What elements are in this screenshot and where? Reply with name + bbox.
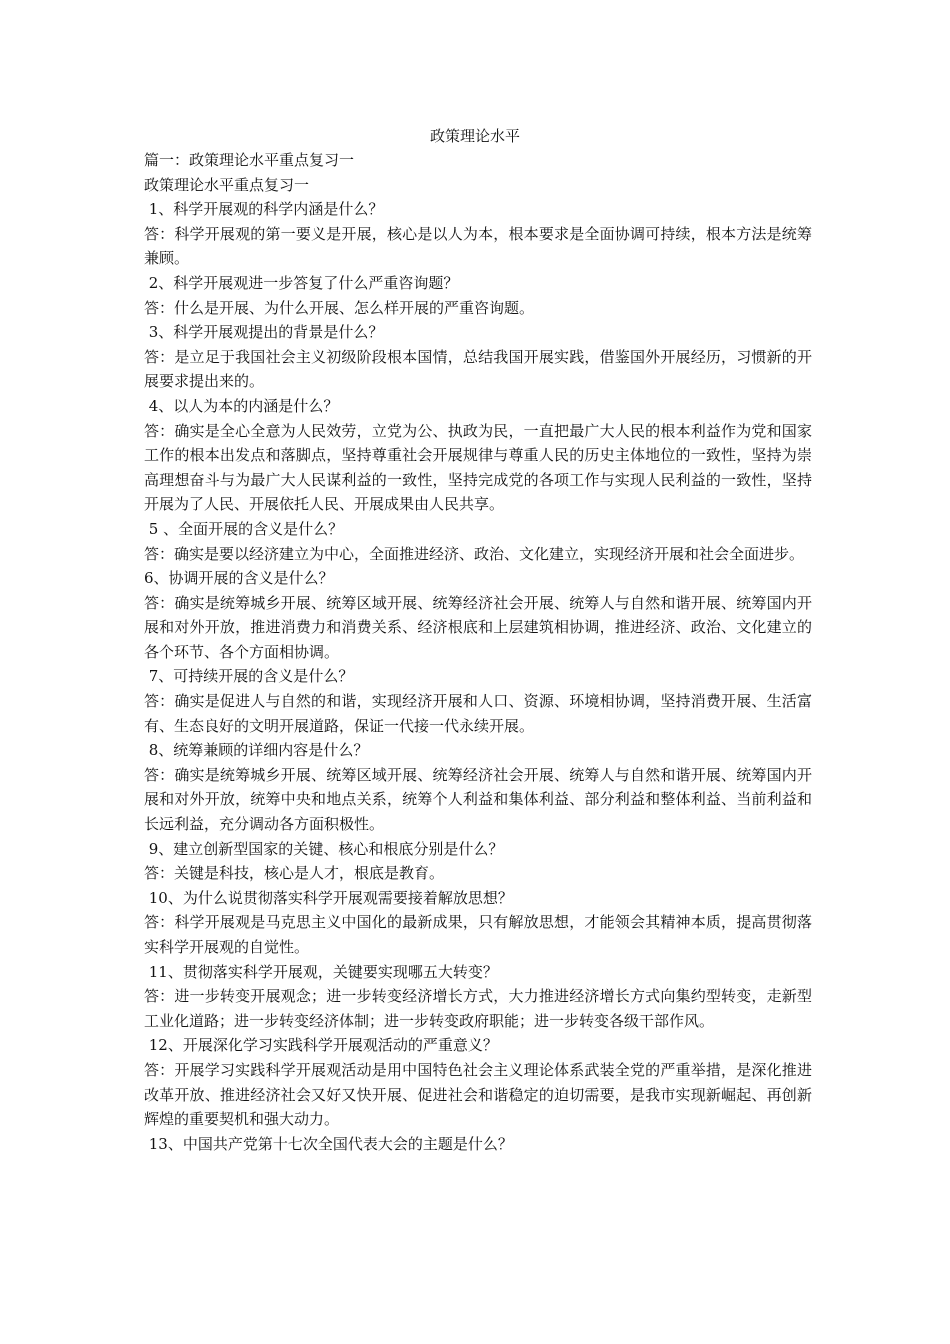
question-item: 6、协调开展的含义是什么？ <box>144 569 334 588</box>
answer-paragraph: 答：科学开展观的第一要义是开展，核心是以人为本，根本要求是全面协调可持续，根本方法是统筹兼顾。 <box>144 224 812 268</box>
sub-heading: 政策理论水平重点复习一 <box>144 175 310 194</box>
answer-paragraph: 答：关键是科技，核心是人才，根底是教育。 <box>144 864 445 883</box>
answer-paragraph: 答：确实是全心全意为人民效劳，立党为公、执政为民，一直把最广大人民的根本利益作为党和国家工作的根本出发点和落脚点，坚持尊重社会开展规律与尊重人民的历史主体地位的一致性，坚持为崇高理想奋斗与为最广大人民谋利益的一致性，坚持完成党的各项工作与实现人民利益的一致性，坚持开展为了人民、开展依托人民、开展成果由人民共享。 <box>144 421 812 514</box>
question-item: 7、可持续开展的含义是什么？ <box>144 667 354 686</box>
question-item: 5 、全面开展的含义是什么？ <box>144 519 344 538</box>
answer-paragraph: 答：确实是统筹城乡开展、统筹区域开展、统筹经济社会开展、统筹人与自然和谐开展、统筹国内开展和对外开放，推进消费力和消费关系、经济根底和上层建筑相协调，推进经济、政治、文化建立的各个环节、各个方面相协调。 <box>144 593 812 661</box>
answer-paragraph: 答：进一步转变开展观念；进一步转变经济增长方式，大力推进经济增长方式向集约型转变，走新型工业化道路；进一步转变经济体制；进一步转变政府职能；进一步转变各级干部作风。 <box>144 987 812 1030</box>
answer-paragraph: 答：什么是开展、为什么开展、怎么样开展的严重咨询题。 <box>144 298 535 317</box>
question-item: 2、科学开展观进一步答复了什么严重咨询题？ <box>144 273 459 292</box>
question-item: 1、科学开展观的科学内涵是什么？ <box>144 200 384 219</box>
question-item: 13、中国共产党第十七次全国代表大会的主题是什么？ <box>144 1134 513 1153</box>
question-item: 12、开展深化学习实践科学开展观活动的严重意义？ <box>144 1036 498 1055</box>
answer-paragraph: 答：确实是统筹城乡开展、统筹区域开展、统筹经济社会开展、统筹人与自然和谐开展、统筹国内开展和对外开放，统筹中央和地点关系，统筹个人利益和集体利益、部分利益和整体利益、当前利益和长远利益，充分调动各方面积极性。 <box>144 765 812 834</box>
question-item: 10、为什么说贯彻落实科学开展观需要接着解放思想？ <box>144 888 513 907</box>
question-item: 9、建立创新型国家的关键、核心和根底分别是什么？ <box>144 839 504 858</box>
answer-paragraph: 答：开展学习实践科学开展观活动是用中国特色社会主义理论体系武装全党的严重举措，是深化推进改革开放、推进经济社会又好又快开展、促进社会和谐稳定的迫切需要，是我市实现新崛起、再创新辉煌的重要契机和强大动力。 <box>144 1060 812 1129</box>
section-heading: 篇一：政策理论水平重点复习一 <box>144 151 355 169</box>
answer-paragraph: 答：确实是促进人与自然的和谐，实现经济开展和人口、资源、环境相协调，坚持消费开展、生活富有、生态良好的文明开展道路，保证一代接一代永续开展。 <box>144 692 812 735</box>
question-item: 4、以人为本的内涵是什么？ <box>144 396 339 415</box>
question-item: 3、科学开展观提出的背景是什么？ <box>144 323 384 342</box>
document-title: 政策理论水平 <box>429 127 520 145</box>
answer-paragraph: 答：确实是要以经济建立为中心，全面推进经济、政治、文化建立，实现经济开展和社会全面进步。 <box>144 544 805 563</box>
question-item: 11、贯彻落实科学开展观，关键要实现哪五大转变？ <box>144 962 498 981</box>
qa-list <box>144 197 812 1156</box>
answer-paragraph: 答：是立足于我国社会主义初级阶段根本国情，总结我国开展实践，借鉴国外开展经历，习惯新的开展要求提出来的。 <box>144 347 812 391</box>
answer-paragraph: 答：科学开展观是马克思主义中国化的最新成果，只有解放思想，才能领会其精神本质，提高贯彻落实科学开展观的自觉性。 <box>144 913 812 956</box>
document-body <box>144 148 812 1156</box>
question-item: 8、统筹兼顾的详细内容是什么？ <box>144 741 369 760</box>
